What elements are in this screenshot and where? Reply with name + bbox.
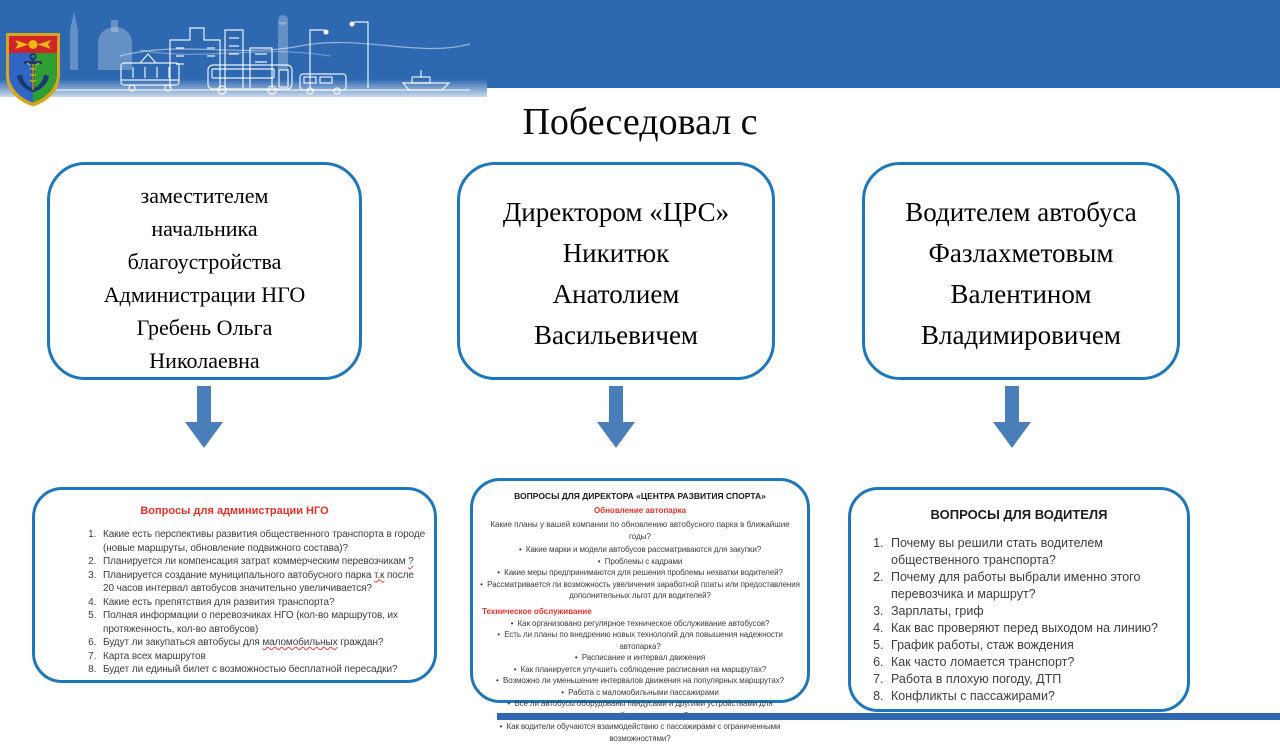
question-item: • Какие марки и модели автобусов рассматриваются для закупки? xyxy=(479,544,801,556)
question-item: • Есть ли планы по внедрению новых технологий для повышения надежности автопарка? xyxy=(479,629,801,652)
admin-question-list xyxy=(35,528,434,677)
person-box-text: Водителем автобуса Фазлахметовым Валентином Владимировичем xyxy=(865,165,1177,356)
question-item: • Какие меры предпринимаются для решения проблемы нехватки водителей? xyxy=(479,567,801,579)
footer-accent-bar xyxy=(497,713,1280,720)
slide-title: Побеседовал с xyxy=(0,101,1280,145)
city-skyline-art xyxy=(0,0,487,97)
person-box-text: Директором «ЦРС» Никитюк Анатолием Васильевичем xyxy=(460,165,772,356)
person-box-driver xyxy=(862,162,1180,380)
question-item: • Как водители обучаются взаимодействию с пассажирами с ограниченными возможностями? xyxy=(479,721,801,744)
question-item: • Расписание и интервал движения xyxy=(479,652,801,664)
question-item: • Рассматривается ли возможность увеличения заработной платы или предоставления дополнительных льгот для водителей? xyxy=(479,579,801,602)
down-arrow-icon xyxy=(184,386,224,448)
question-item: • Как планируется улучшить соблюдение расписания на маршрутах? xyxy=(479,664,801,676)
question-item: 1. Какие есть перспективы развития общественного транспорта в городе (новые маршруты, обновление подвижного состава)? xyxy=(99,528,426,555)
coat-of-arms xyxy=(3,28,63,110)
question-box-admin-title: Вопросы для администрации НГО xyxy=(35,505,434,517)
question-item: 4. Какие есть препятствия для развития транспорта? xyxy=(99,596,426,610)
fleet-question-list xyxy=(473,544,807,602)
question-item: 2. Почему для работы выбрали именно этого перевозчика и маршрут? xyxy=(887,569,1159,603)
question-item: 2. Планируется ли компенсация затрат коммерческим перевозчикам ? xyxy=(99,555,426,569)
question-box-driver xyxy=(848,487,1190,712)
section-heading-maintenance: Техническое обслуживание xyxy=(473,607,807,616)
question-item: 7. Работа в плохую погоду, ДТП xyxy=(887,671,1159,688)
question-item: 5. График работы, стаж вождения xyxy=(887,637,1159,654)
down-arrow-icon xyxy=(596,386,636,448)
question-item: 3. Планируется создание муниципального автобусного парка т.к после 20 часов интервал автобусов значительно увеличивается? xyxy=(99,569,426,596)
question-box-driver-title: ВОПРОСЫ ДЛЯ ВОДИТЕЛЯ xyxy=(851,507,1187,522)
skyline-line-art xyxy=(12,22,470,94)
question-item: • Все ли автобусы оборудованы пандусами и другими устройствами для xyxy=(479,698,801,721)
driver-question-list xyxy=(851,535,1187,705)
question-item: 8. Конфликты с пассажирами? xyxy=(887,688,1159,705)
header-banner-art-section xyxy=(0,0,487,97)
building-silhouettes xyxy=(70,12,288,70)
maintenance-question-list xyxy=(473,618,807,744)
down-arrow-icon xyxy=(992,386,1032,448)
question-box-director xyxy=(470,478,810,703)
question-item: • Как организовано регулярное техническое обслуживание автобусов? xyxy=(479,618,801,630)
question-item: 6. Как часто ломается транспорт? xyxy=(887,654,1159,671)
fleet-section-intro: Какие планы у вашей компании по обновлению автобусного парка в ближайшие годы? xyxy=(473,519,807,542)
question-item: 1. Почему вы решили стать водителем общественного транспорта? xyxy=(887,535,1159,569)
person-box-director xyxy=(457,162,775,380)
question-item: • Проблемы с кадрами xyxy=(479,556,801,568)
question-item: 7. Карта всех маршрутов xyxy=(99,650,426,664)
section-heading-fleet-renewal: Обновление автопарка xyxy=(473,506,807,515)
question-item: 6. Будут ли закупаться автобусы для маломобильных граждан? xyxy=(99,636,426,650)
question-item: 3. Зарплаты, гриф xyxy=(887,603,1159,620)
question-item: 5. Полная информации о перевозчиках НГО (кол-во маршрутов, их протяженность, кол-во автобусов) xyxy=(99,609,426,636)
question-box-admin xyxy=(32,487,437,683)
question-item: 8. Будет ли единый билет с возможностью бесплатной пересадки? xyxy=(99,663,426,677)
question-item: 4. Как вас проверяют перед выходом на линию? xyxy=(887,620,1159,637)
person-box-text: заместителем начальника благоустройства Администрации НГО Гребень Ольга Николаевна xyxy=(50,165,359,377)
question-item: • Работа с маломобильными пассажирами xyxy=(479,687,801,699)
question-box-director-title: ВОПРОСЫ ДЛЯ ДИРЕКТОРА «ЦЕНТРА РАЗВИТИЯ СПОРТА» xyxy=(473,491,807,501)
question-item: • Возможно ли уменьшение интервалов движения на популярных маршрутах? xyxy=(479,675,801,687)
person-box-admin-deputy xyxy=(47,162,362,380)
